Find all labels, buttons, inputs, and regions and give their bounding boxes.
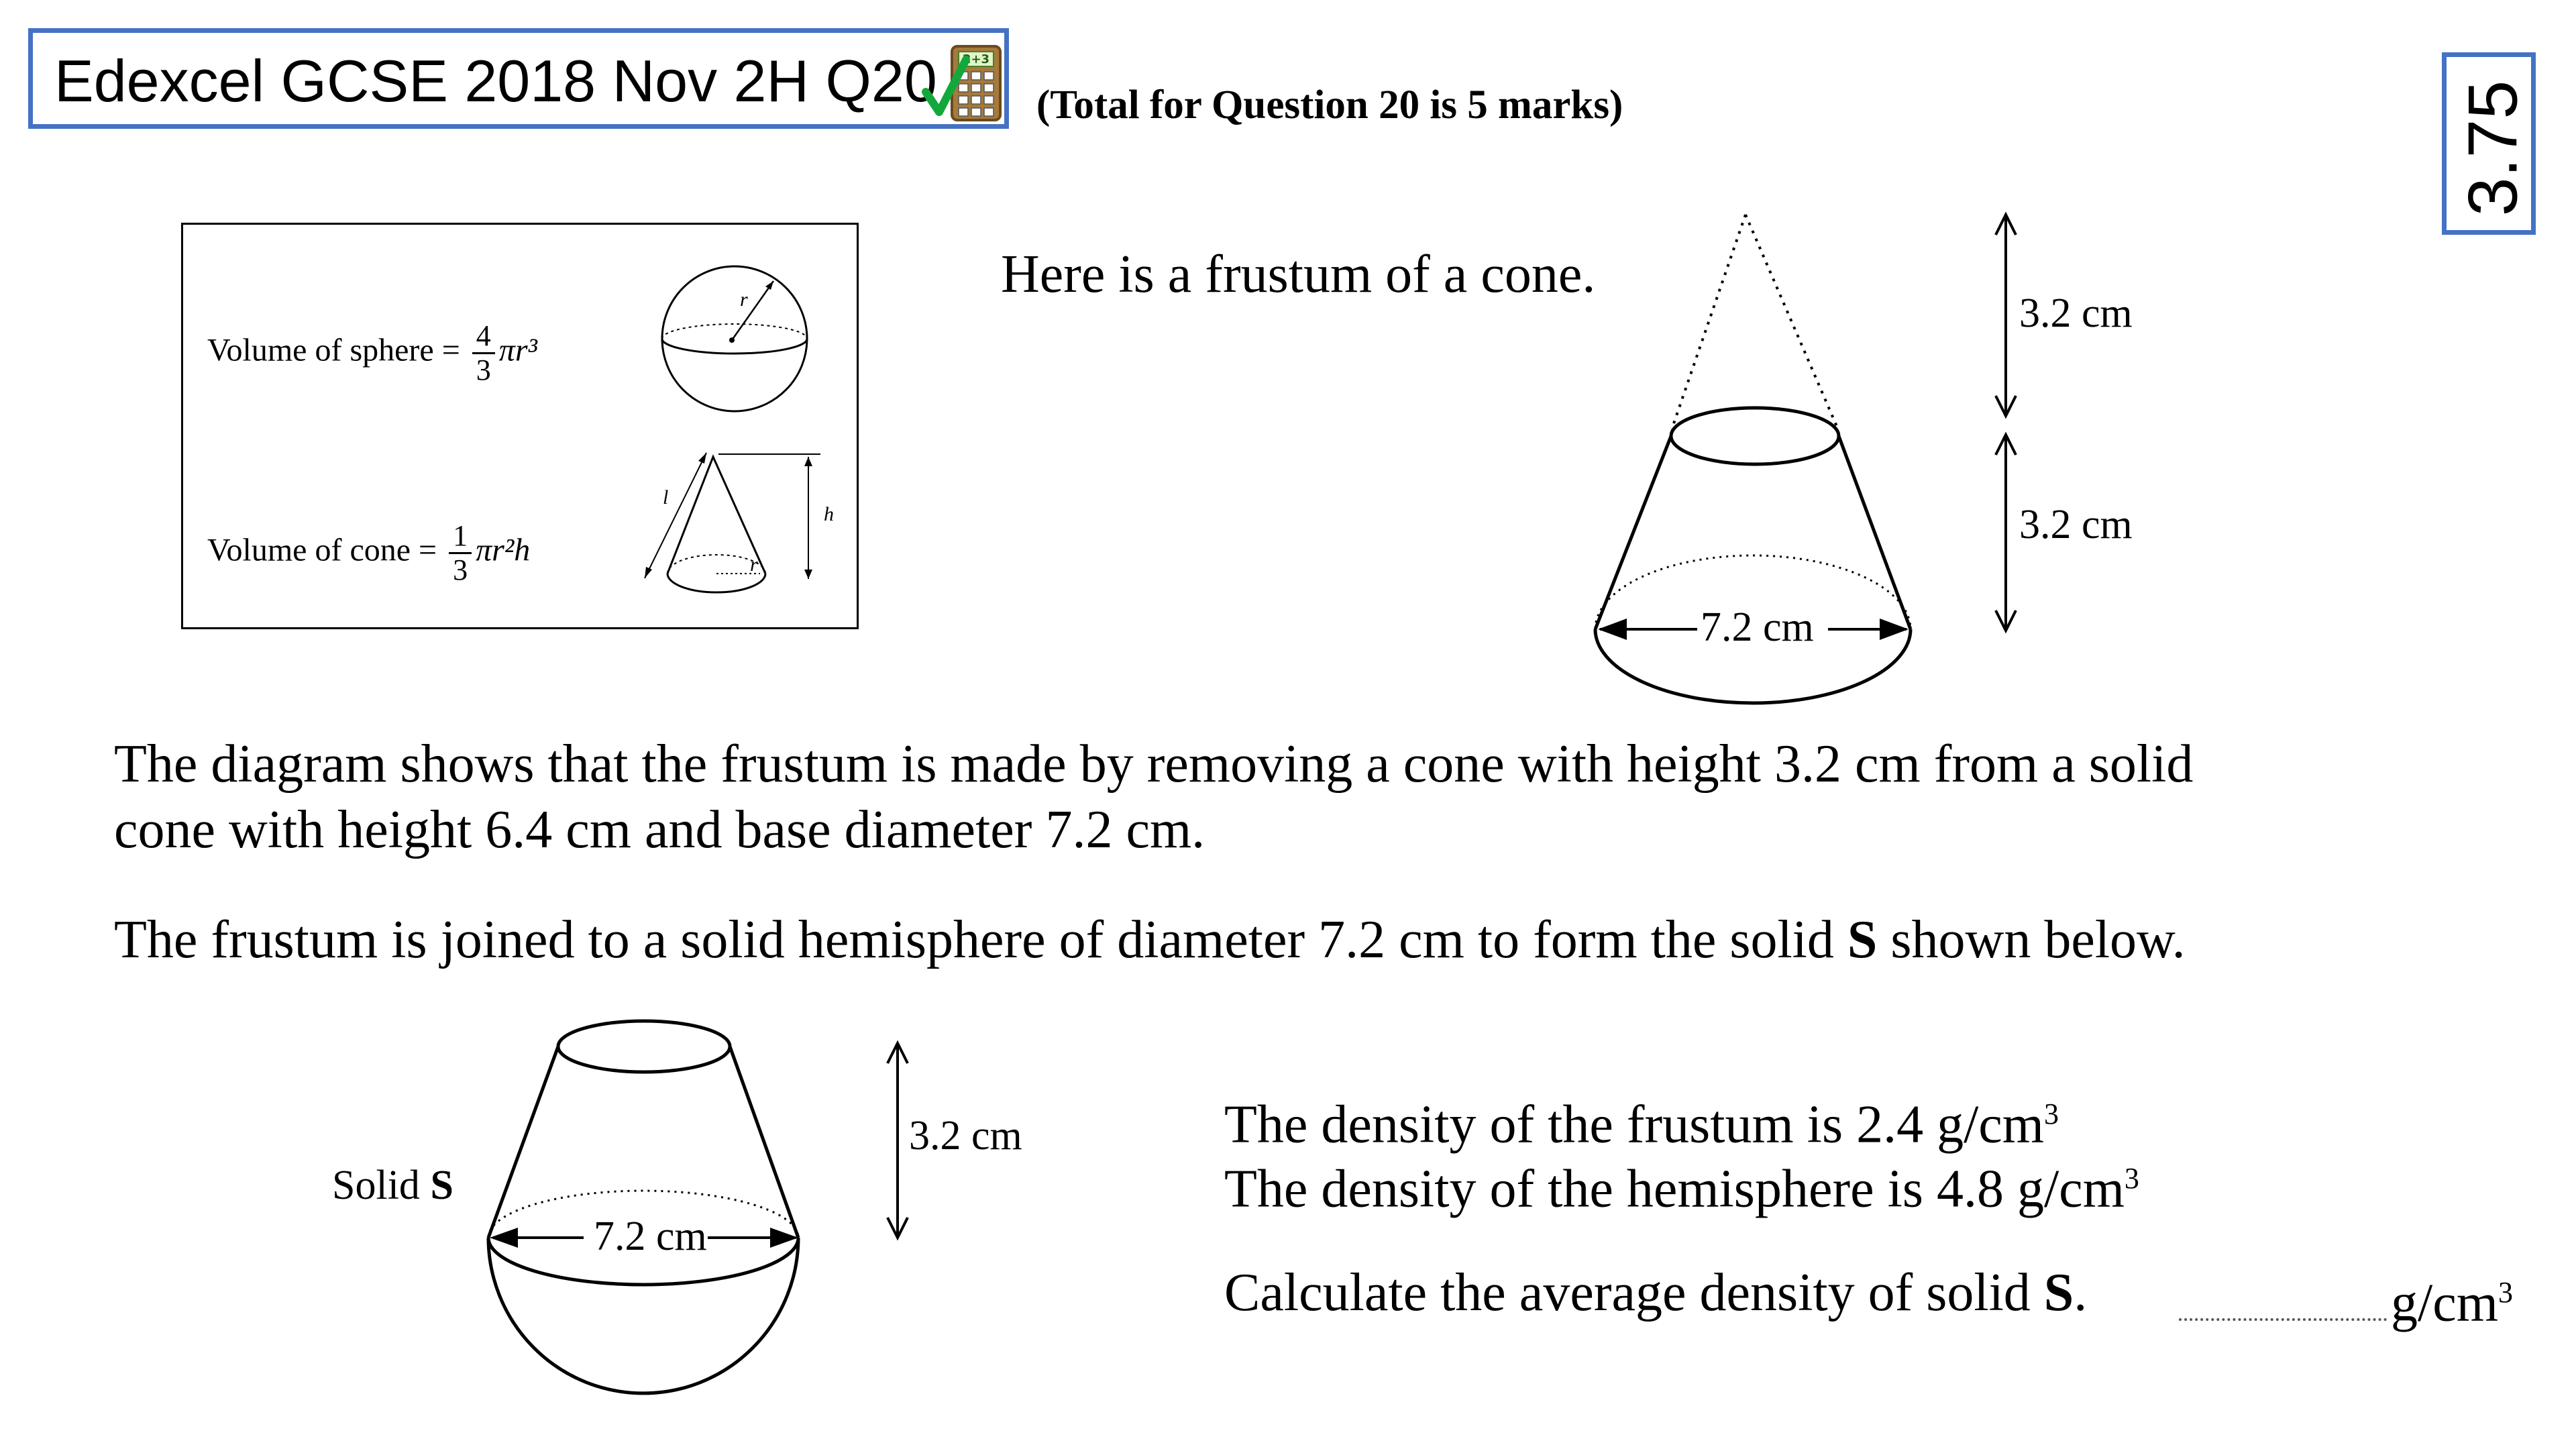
solid-s-diameter: 7.2 cm bbox=[594, 1214, 707, 1259]
question-text bbox=[1224, 1260, 2087, 1326]
answer-box bbox=[2442, 52, 2536, 235]
solid-s-label bbox=[332, 1162, 453, 1210]
frustum-top-height: 3.2 cm bbox=[2019, 290, 2133, 336]
paragraph-solid-text-end: shown below. bbox=[1877, 910, 2186, 969]
solid-s-label-text: Solid bbox=[332, 1163, 431, 1208]
title-box bbox=[28, 28, 1009, 129]
cone-formula-tail: πr²h bbox=[476, 532, 531, 568]
answer-value: 3.75 bbox=[2454, 80, 2532, 217]
sphere-radius-label: r bbox=[740, 288, 748, 311]
answer-unit-sup: 3 bbox=[2498, 1276, 2513, 1309]
solid-s-height: 3.2 cm bbox=[909, 1113, 1022, 1159]
frustum-diagram bbox=[1563, 201, 2167, 724]
question-text-s: S bbox=[2043, 1263, 2074, 1322]
paragraph-frustum: The diagram shows that the frustum is made by removing a cone with height 3.2 cm from a solid cone with height 6.4 cm and base diameter 7.2 cm. bbox=[114, 735, 2194, 859]
answer-unit: g/cm bbox=[2391, 1273, 2498, 1333]
cone-radius-label: r bbox=[750, 553, 758, 576]
calculator-display-text: 2+3 bbox=[962, 52, 990, 66]
solid-s-diagram bbox=[470, 1006, 1073, 1422]
hemisphere-density bbox=[1224, 1146, 2139, 1222]
question-text-end: . bbox=[2074, 1263, 2088, 1322]
cone-fraction-den: 3 bbox=[453, 553, 468, 586]
frustum-base-diameter: 7.2 cm bbox=[1701, 604, 1814, 650]
frustum-intro: Here is a frustum of a cone. bbox=[1001, 245, 1596, 304]
sphere-diagram bbox=[662, 266, 807, 411]
cone-slant-label: l bbox=[663, 486, 669, 508]
formula-box bbox=[181, 223, 859, 629]
cone-height-label: h bbox=[824, 503, 834, 525]
calculator-allowed-icon bbox=[922, 40, 1006, 123]
answer-line[interactable] bbox=[2179, 1260, 2513, 1336]
answer-dotted-line[interactable] bbox=[2179, 1318, 2387, 1321]
frustum-bottom-height: 3.2 cm bbox=[2019, 502, 2133, 547]
sphere-fraction-den: 3 bbox=[476, 354, 491, 386]
paragraph-solid bbox=[114, 907, 2247, 973]
sphere-fraction-num: 4 bbox=[472, 320, 495, 354]
hemisphere-density-text: The density of the hemisphere is 4.8 g/cm bbox=[1224, 1159, 2125, 1219]
question-text-main: Calculate the average density of solid bbox=[1224, 1263, 2044, 1322]
total-marks: (Total for Question 20 is 5 marks) bbox=[1036, 83, 1623, 127]
cone-formula-label: Volume of cone = bbox=[207, 532, 437, 568]
cone-diagram bbox=[645, 453, 820, 592]
page-title: Edexcel GCSE 2018 Nov 2H Q20 bbox=[54, 48, 937, 114]
paragraph-solid-text: The frustum is joined to a solid hemisphere of diameter 7.2 cm to form the solid bbox=[114, 910, 1847, 969]
frustum-density-text: The density of the frustum is 2.4 g/cm bbox=[1224, 1095, 2045, 1155]
hemisphere-density-sup: 3 bbox=[2124, 1162, 2139, 1195]
paragraph-solid-s: S bbox=[1847, 910, 1878, 969]
solid-s-label-bold: S bbox=[430, 1163, 453, 1208]
frustum-density-sup: 3 bbox=[2044, 1097, 2059, 1130]
cone-fraction-num: 1 bbox=[449, 520, 472, 554]
sphere-formula-label: Volume of sphere = bbox=[207, 332, 460, 368]
sphere-formula-tail: πr³ bbox=[498, 332, 537, 368]
formula-diagrams bbox=[183, 225, 861, 631]
